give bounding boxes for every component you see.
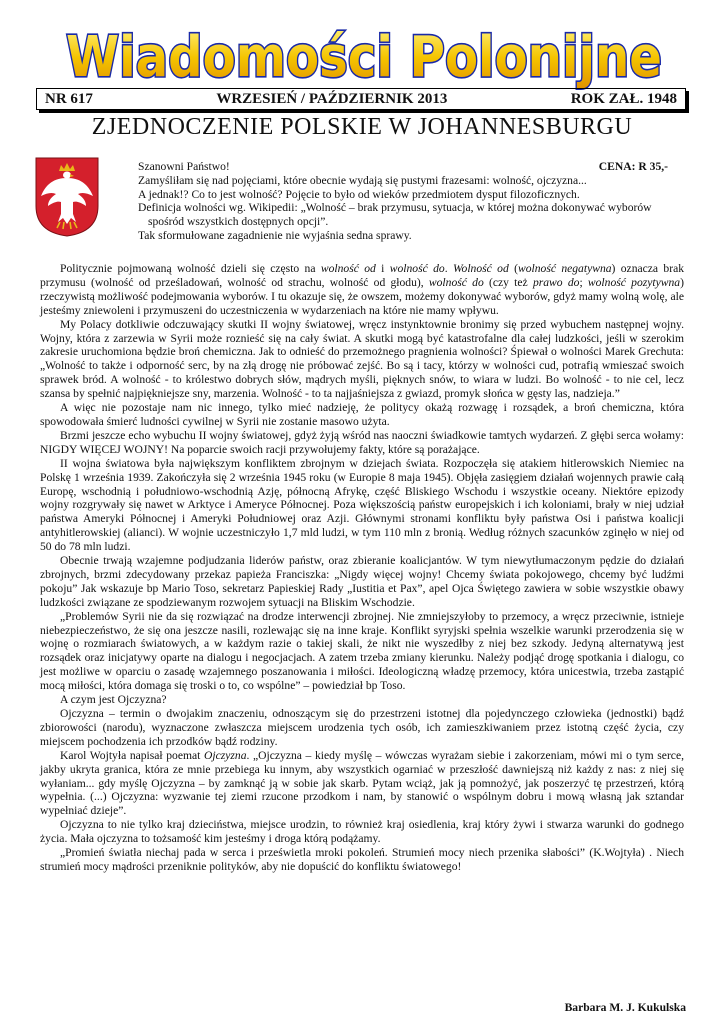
paragraph: A więc nie pozostaje nam nic innego, tylko mieć nadzieję, że politycy okażą rozwagę i rozsądek, a broń chemiczna, która spowodowała śmierć ludności cywilnej w Syrii nie zostanie masowo użyta. [40,401,684,428]
greeting: Szanowni Państwo! [138,160,230,173]
polish-eagle-icon [34,156,100,238]
paragraph: Ojczyzna – termin o dwojakim znaczeniu, odnoszącym się do przestrzeni istotnej dla pojedynczego człowieka (jednostki) bądź zbiorowości (narodu), wyznaczone zwłaszcza miejscem urodzenia tych osób, ich zamieszkiwaniem przez istotną część życia, czy miejscem pochodzenia ich przodków bądź rodziny. [40,707,684,748]
paragraph: Ojczyzna to nie tylko kraj dzieciństwa, miejsce urodzin, to również kraj osiedlenia, kraj który żywi i stwarza warunki do godnego życia. Mała ojczyzna to tożsamość kim jesteśmy i droga którą podążamy. [40,818,684,846]
issue-bar [36,88,686,110]
masthead-logo [0,20,724,90]
paragraph: Obecnie trwają wzajemne podjudzania liderów państw, oraz zbieranie koalicjantów. W tym niewytłumaczonym pędzie do działań zbrojnych, brzmi zdecydowany przekaz papieża Franciszka: „Nigdy więcej wojny! Chcemy świata pokojowego, chcemy być ludźmi pokoju” Jak wskazuje bp Mario Toso, sekretarz Papieskiej Rady „Iustitia et Pax”, apel Ojca Świętego zawiera w sobie wszystkie obawy ludzkości związane ze spodziewanym rozwojem sytuacji na Bliskim Wschodzie. [40,554,684,609]
intro-line: A jednak!? Co to jest wolność? Pojęcie to było od wieków przedmiotem dysput filozoficznych. [138,187,580,201]
issue-date: WRZESIEŃ / PAŹDZIERNIK 2013 [216,90,448,107]
masthead [0,20,724,90]
intro-line: Definicja wolności wg. Wikipedii: „Wolność – brak przymusu, sytuacja, w której można dokonywać wyborów spośród wszystkich dostępnych opcji”. [138,201,652,229]
paragraph: Brzmi jeszcze echo wybuchu II wojny światowej, gdyż żyją wśród nas naoczni świadkowie tamtych wydarzeń. Z głębi serca wołamy: NIGDY WIĘCEJ WOJNY! Na poparcie swoich racji przywołujemy fakty, które są porażające. [40,428,684,456]
page-title: ZJEDNOCZENIE POLSKIE W JOHANNESBURGU [91,114,633,140]
paragraph: My Polacy dotkliwie odczuwający skutki II wojny światowej, wręcz instynktownie bronimy się przed wybuchem następnej wojny. Wojny, która z zarzewia w Syrii może roznieść się na cały świat. A skutki mogą być katastrofalne dla całej ludzkości, jeśli w szerokim zakresie uruchomiona będzie broń chemiczna. Jak to odnieść do przemożnego pragnienia wolności? Śpiewał o wolności Marek Grechuta: „Wolność to także i odporność serc, by na złą drogę nie próbować zejść. Bo są i tacy, którzy w wolności cud, potrafią wmieszać swoich sprawek bród. A wolność - to królestwo dobrych słów, mądrych myśli, pięknych snów, to wiara w ludzi. Bo wolność - to nie cel, lecz szansa by spełnić najpiękniejsze sny, marzenia. Wolność - to ta najjaśniejsza z gwiazd, promyk słońca w gęsty las, nadzieja.” [40,317,684,401]
author-signature: Barbara M. J. Kukulska [564,1001,686,1014]
issue-founded: ROK ZAŁ. 1948 [570,90,677,107]
masthead-title: Wiadomości Polonijne [66,25,662,90]
issue-number: NR 617 [45,90,93,107]
intro-block [138,160,668,243]
paragraph: Karol Wojtyła napisał poemat Ojczyzna. „Ojczyzna – kiedy myślę – wówczas wyrażam siebie i zakorzeniam, mówi mi o tym serce, jakby ukryta granica, która ze mnie przebiega ku innym, aby wszystkich ogarniać w przeszłość dawniejszą niż każdy z nas: z niej się wyłaniam... gdy myślę Ojczyzna – by zamknąć ją w sobie jak skarb. Pytam wciąż, jak ją pomnożyć, jak poszerzyć tę przestrzeń, którą wypełnia. (...) Ojczyzna: wyzwanie tej ziemi rzucone przodkom i nam, by stanowić o wspólnym dobru i mową własną jak sztandar wypełniać dzieje”. [40,748,684,818]
paragraph: Politycznie pojmowaną wolność dzieli się często na wolność od i wolność do. Wolność od (wolność negatywna) oznacza brak przymusu (wolność od prześladowań, wolność od strachu, wolność od głodu), wolność do (czy też prawo do; wolność pozytywna) rzeczywistą możliwość podejmowania wyborów. I tu okazuje się, że owszem, możemy dokonywać wyborów, gdyż mamy wolną wolę, ale jesteśmy zniewoleni i przymuszeni do uczestniczenia w wydarzeniach na które nie mamy wpływu. [40,262,685,317]
article-body [40,262,684,874]
paragraph: II wojna światowa była największym konfliktem zbrojnym w dziejach świata. Rozpoczęła się atakiem hitlerowskich Niemiec na Polskę 1 września 1939. Zakończyła się 2 września 1945 roku (w Europie 8 maja 1945). Objęła zasięgiem działań wojennych prawie całą Europę, wschodnią i południowo-wschodnią Azję, północną Afrykę, część Bliskiego Wschodu i wszystkie oceany. Niektóre epizody wojny rozgrywały się nawet w Arktyce i Ameryce Północnej. Poza większością państw europejskich i ich koloniami, brały w niej udział państwa Ameryki Północnej i Ameryki Południowej oraz Azji. Głównymi stronami konfliktu były państwa Osi i państwa koalicji antyhitlerowskiej (alianci). W wojnie uczestniczyło 1,7 mld ludzi, w tym 110 mln z bronią. Według różnych szacunków zginęło w niej od 50 do 78 mln ludzi. [40,456,684,554]
paragraph: „Promień światła niechaj pada w serca i prześwietla mroki pokoleń. Strumień mocy niech przenika słabości” (K.Wojtyła) . Niech strumień mocy mądrości przeniknie polityków, aby nie dopuścić do konfliktu światowego! [40,846,684,873]
intro-line: Tak sformułowane zagadnienie nie wyjaśnia sedna sprawy. [138,228,412,242]
paragraph: A czym jest Ojczyzna? [60,693,167,707]
paragraph: „Problemów Syrii nie da się rozwiązać na drodze interwencji zbrojnej. Nie zmniejszyłoby to przemocy, a wręcz przeciwnie, istnieje niebezpieczeństwo, że się ona jeszcze nasili, rozlewając się na inne kraje. Konflikt syryjski spełnia wszelkie warunki przerodzenia się w wojnę o rozmiarach światowych, a w każdym razie o takiej skali, że nikt nie wyszedłby z niej bez szkody. Jedyną alternatywą jest rozsądek oraz inicjatywy oparte na dialogu i negocjacjach. A zatem trzeba zmiany kierunku. Należy podjąć drogę spotkania i dialogu, co jest możliwe w oparciu o zasadę wzajemnego poszanowania i miłości. Ideologiczną władzę przemocy, która unicestwia, trzeba zastąpić mocą miłości, która domaga się troski o to, co wspólne” – powiedział bp Toso. [40,609,684,693]
intro-line: Zamyśliłam się nad pojęciami, które obecnie wydają się pustymi frazesami: wolność, ojczyzna... [138,173,587,187]
price-label: CENA: R 35,- [598,160,668,173]
